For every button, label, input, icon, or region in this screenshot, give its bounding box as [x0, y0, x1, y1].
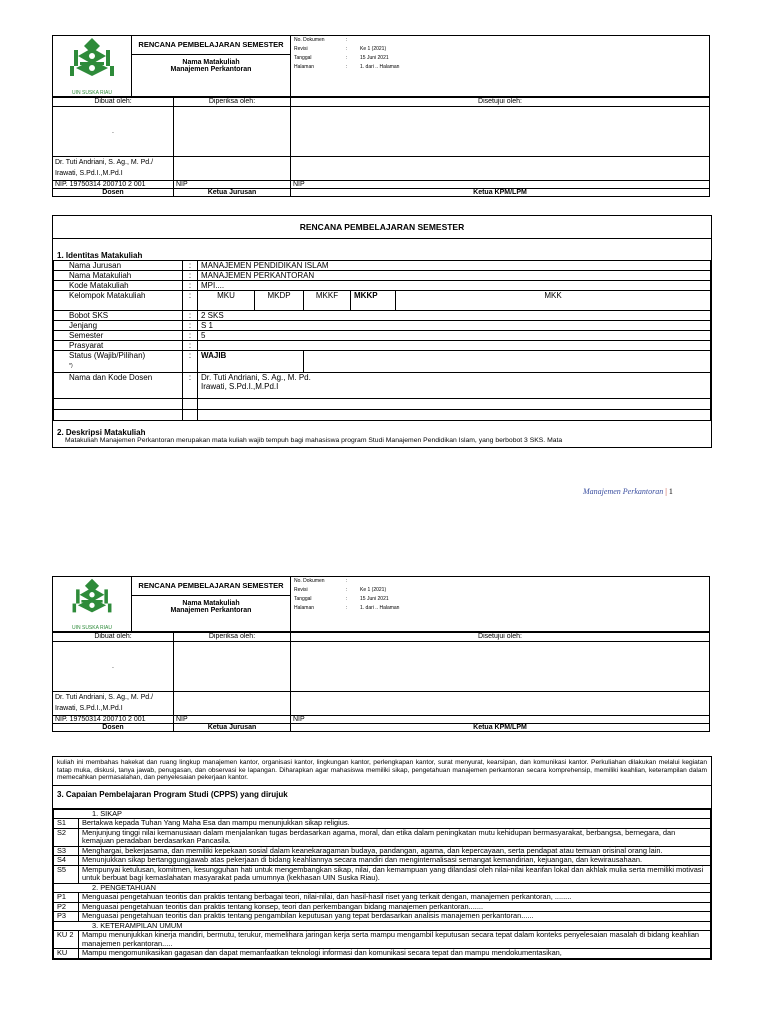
- document-header: [52, 35, 710, 197]
- dosen-value: [198, 373, 711, 399]
- rps-continued: [52, 756, 712, 960]
- nip-dosen: NIP. 19750314 200710 2 001: [53, 716, 174, 724]
- signer-name: Dr. Tuti Andriani, S. Ag., M. Pd./: [55, 159, 154, 166]
- cpl-text: Menguasai pengetahuan teoritis dan praktis tentang berbagai teori, nilai-nilai, dan hasil-hasil riset yang terkait dengan, manajemen perkantoran, ........: [79, 893, 711, 903]
- cpl-code: P1: [54, 893, 79, 903]
- signature-space: [174, 642, 291, 692]
- meta-sep: :: [346, 596, 348, 602]
- course-name: Manajemen Perkantoran: [170, 607, 252, 614]
- disetujui-label: Disetujui oleh:: [291, 98, 710, 107]
- field-value: [198, 341, 711, 351]
- diperiksa-label: Diperiksa oleh:: [174, 98, 291, 107]
- cpl-text: Mampu mengomunikasikan gagasan dan dapat memanfaatkan teknologi informasi dan komunikasi secara tepat dan mampu mendokumentasikan,: [79, 949, 711, 959]
- signature-table: [52, 632, 710, 732]
- empty-cell: [183, 399, 198, 410]
- section-deskripsi-title: 2. Deskripsi Matakuliah: [57, 428, 146, 437]
- field-label: [54, 291, 183, 311]
- status-blank: [304, 351, 711, 373]
- meta-table: [293, 36, 400, 72]
- meta-value: [359, 577, 400, 586]
- signature-space: .: [53, 642, 174, 692]
- signature-space: [291, 157, 710, 181]
- kelompok-mku: MKU: [198, 291, 255, 311]
- nip-kpm: NIP: [291, 181, 710, 189]
- meta-value: 15 Juni 2021: [360, 55, 389, 61]
- signer-name: Irawati, S.Pd.I.,M.Pd.I: [55, 705, 123, 712]
- signature-space: .: [53, 107, 174, 157]
- colon: :: [183, 331, 198, 341]
- dosen-name: Irawati, S.Pd.I.,M.Pd.I: [201, 382, 279, 391]
- logo-caption: UIN SUSKA RIAU: [71, 625, 112, 631]
- cpl-text: Menjunjung tinggi nilai kemanusiaan dalam menjalankan tugas berdasarkan agama, moral, dan etika dalam peningkatan mutu kehidupan bermasyarakat, berbangsa, bernegara, dan kemajuan peradaban berdasarkan Pancasila.: [79, 828, 711, 846]
- role-dosen: Dosen: [53, 189, 174, 197]
- status-sup: *): [69, 363, 73, 369]
- meta-value: 1. dari .. Halaman: [360, 64, 400, 70]
- role-kpm: Ketua KPM/LPM: [291, 189, 710, 197]
- empty-cell: [183, 410, 198, 421]
- cpl-text: Mempunyai ketulusan, komitmen, kesungguhan hati untuk mengembangkan sikap, nilai, dan kemampuan yang dilandasi oleh nilai-nilai kearifan lokal dan akhlak mulia serta memiliki motivasi untuk berbuat bagi kemaslahatan masyarakat pada umumnya (kekhasan UIN Suska Riau).: [79, 865, 711, 883]
- field-label: Prasyarat: [54, 341, 183, 351]
- signature-table: [52, 97, 710, 197]
- deskripsi-text: Matakuliah Manajemen Perkantoran merupakan mata kuliah wajib tempuh bagi mahasiswa program Studi Manajemen Pendidikan Islam, yang berbobot 3 SKS. Mata: [65, 437, 563, 444]
- disetujui-label: Disetujui oleh:: [291, 633, 710, 642]
- uin-logo-icon: [62, 577, 122, 623]
- cpl-code: S2: [54, 828, 79, 846]
- cpl-code: S4: [54, 856, 79, 866]
- field-value: MPI....: [198, 281, 711, 291]
- meta-key: No. Dokumen: [294, 578, 325, 584]
- nip-kpm: NIP: [291, 716, 710, 724]
- role-kajur: Ketua Jurusan: [174, 189, 291, 197]
- doc-title: RENCANA PEMBELAJARAN SEMESTER: [132, 36, 290, 55]
- field-label: Nama dan Kode Dosen: [54, 373, 183, 399]
- meta-key: Tanggal: [294, 596, 312, 602]
- footer-page-number: 1: [668, 487, 673, 496]
- logo-caption: UIN SUSKA RIAU: [71, 90, 112, 96]
- signature-space: [174, 692, 291, 716]
- course-name: Manajemen Perkantoran: [170, 66, 252, 73]
- section-identitas-title: 1. Identitas Matakuliah: [57, 251, 143, 260]
- signer-names: [53, 692, 174, 716]
- meta-key: No. Dokumen: [294, 37, 325, 43]
- signer-names: [53, 157, 174, 181]
- meta-sep: :: [346, 64, 348, 70]
- kelompok-mkkf: MKKF: [304, 291, 351, 311]
- signer-name: Dr. Tuti Andriani, S. Ag., M. Pd./: [55, 694, 154, 701]
- meta-sep: :: [346, 37, 348, 43]
- group-sikap: 1. SIKAP: [54, 809, 711, 819]
- cpl-code: KU 2: [54, 931, 79, 949]
- doc-title: RENCANA PEMBELAJARAN SEMESTER: [132, 577, 290, 596]
- cpl-text: Menghargai, bekerjasama, dan memiliki kepekaan sosial dalam keanekaragaman budaya, pandangan, agama, dan kepercayaan, serta pendapat atau temuan orisinal orang lain.: [79, 846, 711, 856]
- course-label: Nama Matakuliah: [182, 59, 240, 66]
- signature-space: [291, 642, 710, 692]
- meta-key: Tanggal: [294, 55, 312, 61]
- rps-section: [52, 215, 712, 448]
- meta-cell: [291, 577, 710, 632]
- kelompok-mkk: MKK: [396, 291, 711, 311]
- field-label: Bobot SKS: [54, 311, 183, 321]
- cpl-text: Mampu menunjukkan kinerja mandiri, bermutu, terukur, memelihara jaringan kerja serta mampu mengambil keputusan secara tepat dalam konteks penyelesaian masalah di bidang keahlian manajemen perkantoran.....: [79, 931, 711, 949]
- cpl-text: Menunjukkan sikap bertanggungjawab atas pekerjaan di bidang keahliannya secara mandiri dan menginternalisasi semangat kemandirian, kejuangan, dan kewirausahaan.: [79, 856, 711, 866]
- meta-cell: [291, 36, 710, 97]
- kelompok-label: Kelompok Matakuliah: [69, 291, 146, 300]
- course-label: Nama Matakuliah: [182, 600, 240, 607]
- meta-key: Halaman: [294, 64, 315, 70]
- meta-sep: :: [346, 587, 348, 593]
- cpl-code: KU: [54, 949, 79, 959]
- field-value: S 1: [198, 321, 711, 331]
- kelompok-mkdp: MKDP: [255, 291, 304, 311]
- field-label: [54, 351, 183, 373]
- meta-sep: :: [346, 578, 348, 584]
- group-pengetahuan: 2. PENGETAHUAN: [54, 883, 711, 893]
- cpl-text: Bertakwa kepada Tuhan Yang Maha Esa dan mampu menunjukkan sikap religius.: [79, 819, 711, 829]
- kelompok-mkkp: MKKP: [351, 291, 396, 311]
- signature-space: [174, 157, 291, 181]
- group-keterampilan-umum: 3. KETERAMPILAN UMUM: [54, 921, 711, 931]
- logo-cell: [53, 577, 132, 632]
- document-header-2: [52, 576, 710, 732]
- title-cell: [132, 577, 291, 632]
- meta-key: Revisi: [294, 46, 308, 52]
- empty-cell: [198, 410, 711, 421]
- cpl-code: P3: [54, 912, 79, 922]
- meta-value: Ke 1 (2021): [360, 46, 387, 52]
- empty-cell: [54, 410, 183, 421]
- signer-name: Irawati, S.Pd.I.,M.Pd.I: [55, 170, 123, 177]
- field-label: Jenjang: [54, 321, 183, 331]
- colon: :: [183, 311, 198, 321]
- role-dosen: Dosen: [53, 724, 174, 732]
- footer-separator: |: [665, 487, 667, 496]
- meta-value: Ke 1 (2021): [360, 587, 387, 593]
- status-value: WAJIB: [198, 351, 304, 373]
- cpl-text: Menguasai pengetahuan teoritis dan praktis tentang konsep, teori dan perkembangan bidang manajemen perkantoran.......: [79, 902, 711, 912]
- meta-value: [359, 36, 400, 45]
- colon: :: [183, 281, 198, 291]
- deskripsi-continued: kuliah ini membahas hakekat dan ruang lingkup manajemen kantor, organisasi kantor, lingkungan kantor, perlengkapan kantor, surat menyurat, kearsipan, dan komunikasi kantor. Perkuliahan dilakukan melalui kegiatan tatap muka, diskusi, tanya jawab, penugasan, dan observasi ke lapangan. Diharapkan agar mahasiswa memiliki sikap, pengetahuan manajemen perkantoran secara komprehensip, memiliki keahlian, keterampilan dalam memecahkan permasalahan, dan penyelesaian pekerjaan kantor.: [53, 757, 711, 786]
- meta-sep: :: [346, 55, 348, 61]
- colon: :: [183, 373, 198, 399]
- meta-table: [293, 577, 400, 613]
- field-value: MANAJEMEN PENDIDIKAN ISLAM: [198, 261, 711, 271]
- colon: :: [183, 261, 198, 271]
- meta-value: 15 Juni 2021: [360, 596, 389, 602]
- dibuat-label: Dibuat oleh:: [53, 98, 174, 107]
- field-value: MANAJEMEN PERKANTORAN: [198, 271, 711, 281]
- field-value: 2 SKS: [198, 311, 711, 321]
- rps-title: RENCANA PEMBELAJARAN SEMESTER: [53, 216, 711, 239]
- colon: :: [183, 341, 198, 351]
- dosen-name: Dr. Tuti Andriani, S. Ag., M. Pd.: [201, 373, 311, 382]
- cpl-code: S1: [54, 819, 79, 829]
- nip-dosen: NIP. 19750314 200710 2 001: [53, 181, 174, 189]
- cpl-code: S3: [54, 846, 79, 856]
- role-kajur: Ketua Jurusan: [174, 724, 291, 732]
- status-label: Status (Wajib/Pilihan): [69, 351, 146, 360]
- colon: :: [183, 291, 198, 311]
- signature-space: [291, 107, 710, 157]
- field-label: Nama Jurusan: [54, 261, 183, 271]
- nip-kajur: NIP: [174, 716, 291, 724]
- identitas-table: [53, 260, 711, 421]
- field-label: Kode Matakuliah: [54, 281, 183, 291]
- field-value: 5: [198, 331, 711, 341]
- cpl-code: P2: [54, 902, 79, 912]
- signature-space: [174, 107, 291, 157]
- nip-kajur: NIP: [174, 181, 291, 189]
- page-footer: [583, 487, 673, 496]
- field-label: Nama Matakuliah: [54, 271, 183, 281]
- colon: :: [183, 271, 198, 281]
- colon: :: [183, 321, 198, 331]
- title-cell: [132, 36, 291, 97]
- meta-sep: :: [346, 605, 348, 611]
- dibuat-label: Dibuat oleh:: [53, 633, 174, 642]
- cpl-text: Menguasai pengetahuan teoritis dan praktis tentang pengambilan keputusan yang tepat berdasarkan analisis manajemen perkantoran......: [79, 912, 711, 922]
- cpps-table: [53, 809, 711, 959]
- cpl-code: S5: [54, 865, 79, 883]
- signature-space: [291, 692, 710, 716]
- meta-value: 1. dari .. Halaman: [360, 605, 400, 611]
- role-kpm: Ketua KPM/LPM: [291, 724, 710, 732]
- empty-cell: [198, 399, 711, 410]
- meta-sep: :: [346, 46, 348, 52]
- meta-key: Halaman: [294, 605, 315, 611]
- section-cpps-title: 3. Capaian Pembelajaran Program Studi (CPPS) yang dirujuk: [53, 790, 711, 809]
- uin-logo-icon: [62, 36, 122, 88]
- diperiksa-label: Diperiksa oleh:: [174, 633, 291, 642]
- colon: :: [183, 351, 198, 373]
- empty-cell: [54, 399, 183, 410]
- field-label: Semester: [54, 331, 183, 341]
- meta-key: Revisi: [294, 587, 308, 593]
- footer-course: Manajemen Perkantoran: [583, 487, 664, 496]
- logo-cell: [53, 36, 132, 97]
